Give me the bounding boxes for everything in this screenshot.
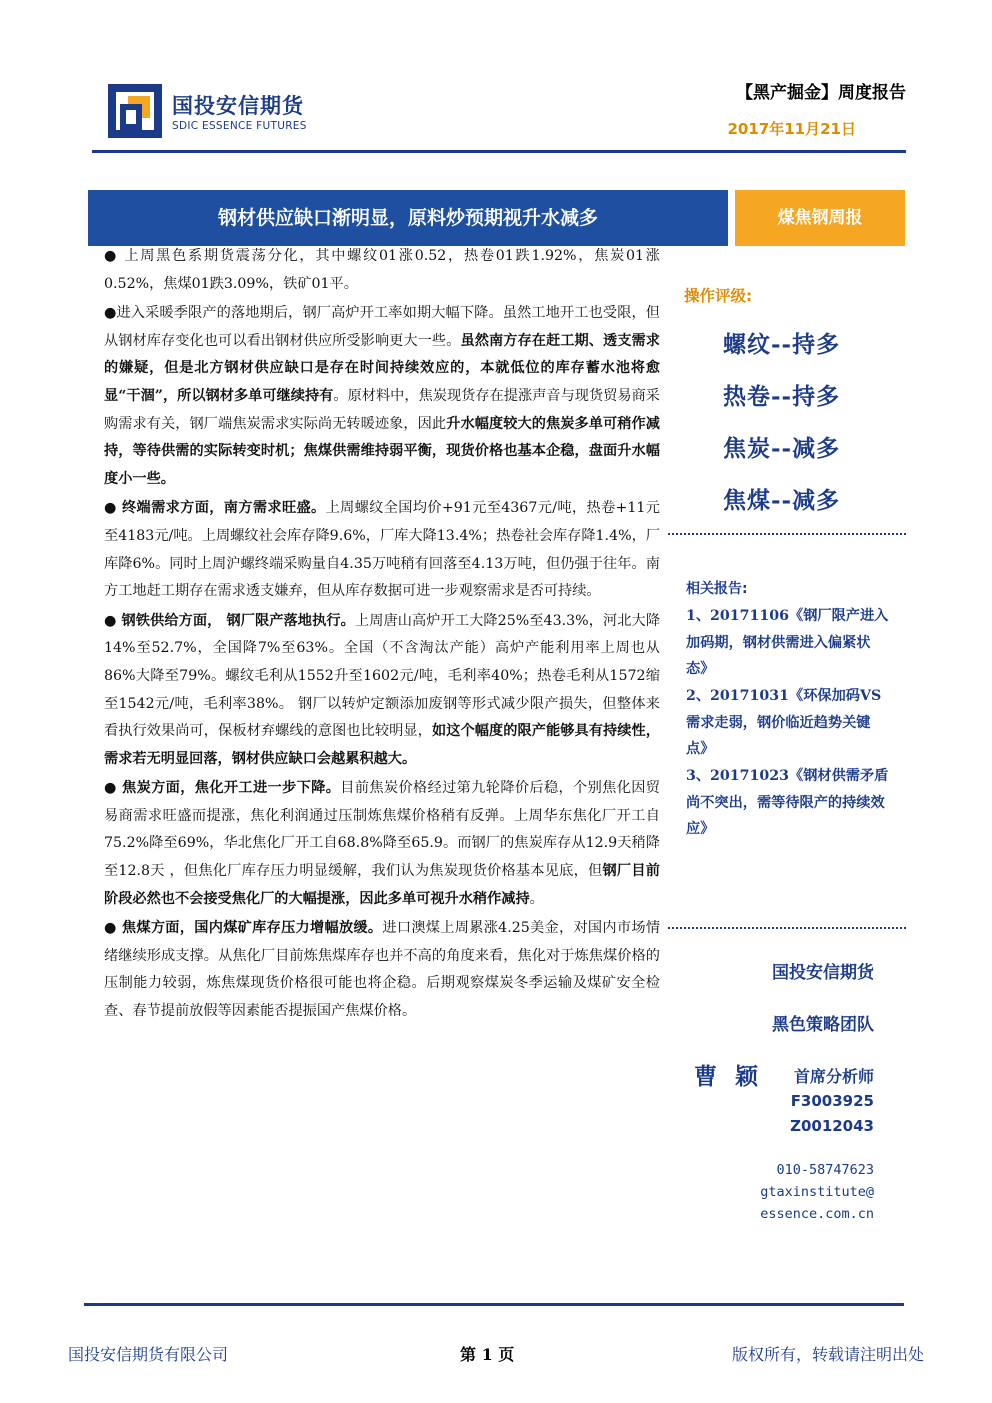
related-report-1[interactable]: 1、20171106《钢厂限产进入加码期，钢材供需进入偏紧状态》 (686, 608, 889, 677)
coking-coal-text: 进口澳煤上周累涨4.25美金，对国内市场情绪继续形成支撑。从焦化厂目前炼焦煤库存也并不高的角度来看，焦化对于炼焦煤价格的压制能力较弱，炼焦煤现货价格很可能也将企稳。后期观察煤炭冬季运输及煤矿安全检查、春节提前放假等因素能否提振国产焦煤价格。 (104, 920, 661, 1020)
coke-highlight: 钢厂目前阶段必然也不会接受焦化厂的大幅提涨，因此多单可视升水稍作减持 (104, 863, 660, 907)
paragraph-supply (104, 608, 660, 774)
report-date: 2017年11月21日 (727, 120, 856, 138)
paragraph-outlook (104, 300, 660, 493)
related-report-3[interactable]: 3、20171023《钢材供需矛盾尚不突出，需等待限产的持续效应》 (686, 768, 889, 837)
qualification-number-1: F3003925 (790, 1092, 874, 1110)
sidebar-company: 国投安信期货 (772, 963, 874, 983)
rating-hot-coil: 热卷--持多 (723, 383, 841, 410)
outlook-highlight-2: 升水幅度较大的焦炭多单可稍作减持，等待供需的实际转变时机；焦煤供需维持弱平衡，现货价格也基本企稳，盘面升水幅度小一些。 (104, 415, 660, 487)
coke-text: 目前焦炭价格经过第九轮降价后稳，个别焦化因贸易商需求旺盛而提涨，焦化利润通过压制炼焦煤价格稍有反弹。上周华东焦化厂开工自75.2%降至69%，华北焦化厂开工自68.8%降至65.9。而钢厂的焦炭库存从12.9天稍降至12.8天 ，但焦化厂库存压力明显缓解，我们认为焦炭现货价格基本见底，但 (104, 780, 660, 880)
rating-coke: 焦炭--减多 (723, 435, 841, 462)
sidebar-divider-1 (668, 533, 906, 535)
contact-email-line-2[interactable]: essence.com.cn (760, 1206, 874, 1222)
rating-coking-coal: 焦煤--减多 (723, 487, 841, 514)
footer-copyright: 版权所有，转载请注明出处 (731, 1345, 924, 1364)
logo-company-english: SDIC ESSENCE FUTURES (172, 120, 307, 132)
related-report-2[interactable]: 2、20171031《环保加码VS需求走弱，钢价临近趋势关键点》 (686, 688, 882, 757)
sidebar-divider-2 (668, 927, 906, 929)
paragraph-demand (104, 495, 660, 605)
outlook-text-2: 。原材料中，焦炭现货存在提涨声音与现货贸易商采购需求有关，钢厂端焦炭需求实际尚无转暖迹象，因此 (104, 387, 660, 432)
analyst-name: 曹颖 (694, 1063, 776, 1090)
rating-title: 操作评级: (684, 287, 753, 305)
coke-heading: ● 焦炭方面，焦化开工进一步下降。 (104, 780, 341, 797)
contact-email-line-1[interactable]: gtaxinstitute@ (760, 1184, 874, 1200)
main-content (104, 243, 660, 1028)
research-team: 黑色策略团队 (772, 1015, 874, 1035)
logo-mark-icon (108, 84, 162, 138)
supply-highlight: 如这个幅度的限产能够具有持续性，需求若无明显回落，钢材供应缺口会越累积越大。 (104, 723, 660, 767)
header-divider (92, 150, 906, 153)
report-type: 【黑产掘金】周度报告 (736, 83, 906, 103)
category-tag (735, 190, 905, 246)
demand-text: 上周螺纹全国均价+91元至4367元/吨，热卷+11元至4183元/吨。上周螺纹社会库存降9.6%，厂库大降13.4%；热卷社会库存降1.4%，厂库降6%。同时上周沪螺终端采购量自4.35万吨稍有回落至4.13万吨，但仍强于往年。南方工地赶工期存在需求透支嫌弃，但从库存数据可进一步观察需求是否可持续。 (104, 500, 660, 600)
rating-rebar: 螺纹--持多 (723, 331, 841, 358)
paragraph-coking-coal (104, 915, 660, 1025)
summary-text: ● 上周黑色系期货震荡分化，其中螺纹01涨0.52，热卷01跌1.92%，焦炭01涨0.52%，焦煤01跌3.09%，铁矿01平。 (104, 248, 660, 292)
report-title: 钢材供应缺口渐明显，原料炒预期视升水减多 (217, 207, 598, 229)
supply-text: 上周唐山高炉开工大降25%至43.3%，河北大降14%至52.7%，全国降7%至63%。全国（不含淘汰产能）高炉产能利用率上周也从86%大降至79%。螺纹毛利从1552升至1602元/吨，毛利率40%；热卷毛利从1572缩至1542元/吨，毛利率38%。 钢厂以转炉定额添加废钢等形式减少限产损失，但整体来看执行效果尚可，保板材弃螺线的意图也比较明显， (104, 612, 661, 740)
supply-heading: ● 钢铁供给方面， 钢厂限产落地执行。 (104, 612, 355, 629)
outlook-text-1: ●进入采暖季限产的落地期后，钢厂高炉开工率如期大幅下降。虽然工地开工也受限，但从钢材库存变化也可以看出钢材供应所受影响更大一些。 (104, 305, 660, 349)
footer-company: 国投安信期货有限公司 (68, 1345, 229, 1364)
coking-coal-heading: ● 焦煤方面，国内煤矿库存压力增幅放缓。 (104, 920, 383, 937)
title-banner (88, 190, 728, 246)
company-logo (108, 84, 338, 138)
analyst-role: 首席分析师 (793, 1067, 874, 1086)
outlook-highlight-1: 虽然南方存在赶工期、透支需求的嫌疑，但是北方钢材供应缺口是存在时间持续效应的，本就低位的库存蓄水池将愈显“干涸”，所以钢材多单可继续持有 (104, 332, 660, 404)
logo-company-name: 国投安信期货 (172, 94, 304, 118)
paragraph-summary (104, 243, 660, 298)
qualification-number-2: Z0012043 (790, 1117, 874, 1135)
category-tag-label: 煤焦钢周报 (777, 208, 863, 228)
coke-end: 。 (529, 890, 544, 907)
related-reports-title: 相关报告: (686, 581, 748, 597)
footer-divider (84, 1303, 904, 1306)
demand-heading: ● 终端需求方面，南方需求旺盛。 (104, 500, 326, 517)
paragraph-coke (104, 775, 660, 913)
contact-phone: 010-58747623 (776, 1162, 874, 1178)
page-number: 第 1 页 (460, 1345, 515, 1364)
